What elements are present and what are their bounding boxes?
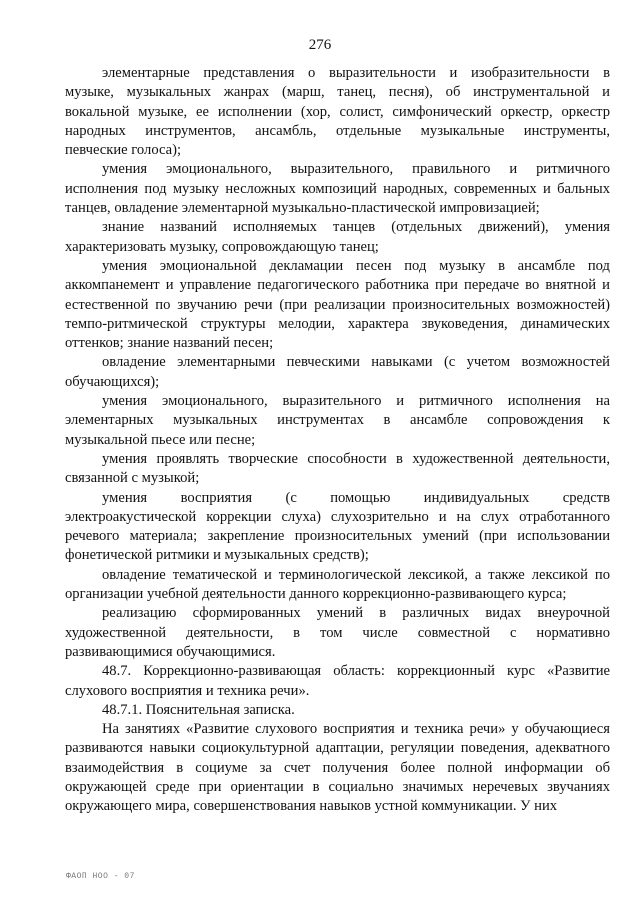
text-line: связанной с музыкой; [65,470,200,487]
text-line: взаимодействия в социуме за счет получения более полной информации об [65,759,610,776]
page-number: 276 [308,37,332,53]
text-line: развиваются навыки социокультурной адаптации, регуляции поведения, адекватного [65,740,610,757]
text-line: музыкальной пьесе или песне; [65,431,256,448]
text-line: знание названий исполняемых танцев (отдельных движений), умения [102,219,610,236]
text-line: фонетической ритмики и музыкальных средств); [65,547,369,564]
text-line: элементарных музыкальных инструментах в ансамбле сопровождения к [65,412,610,429]
text-line: речевого материала; закрепление произносительных умений (при использовании [65,528,610,545]
text-line: окружающего мира, совершенствования навыков устной коммуникации. У них [65,798,558,815]
text-line: естественной по звучанию речи (при реализации произносительных возможностей) [65,296,610,313]
text-line: умения эмоциональной декламации песен под музыку в ансамбле под [102,257,610,274]
text-line: народных инструментов, ансамбль, отдельные музыкальные инструменты, [65,122,610,139]
paragraph [65,353,610,392]
text-line: темпо-ритмической структуры мелодии, характера звуковедения, динамических [65,315,610,332]
footer-stamp: ФАОП НОО - 07 [66,872,135,881]
paragraph [65,604,610,662]
paragraph [65,392,610,450]
paragraph [65,662,610,701]
text-line: организации учебной деятельности данного коррекционно-развивающего курса; [65,586,567,603]
paragraph [65,257,610,353]
text-line: окружающей среде при ориентации в социально значимых неречевых звучаниях [65,778,610,795]
text-line: оттенков; знание названий песен; [65,335,274,352]
text-line: умения проявлять творческие способности в художественной деятельности, [102,450,610,467]
text-line: характеризовать музыку, сопровождающую танец; [65,238,379,255]
document-body [65,64,610,817]
paragraph [65,64,610,160]
text-line: художественной деятельности, в том числе совместной с нормативно [65,624,610,641]
text-line: умения эмоционального, выразительного и ритмичного исполнения на [102,393,610,410]
paragraph [65,566,610,605]
paragraph [65,489,610,566]
text-line: электроакустической коррекции слуха) слухозрительно и на слух отработанного [65,508,610,525]
paragraph [65,160,610,218]
text-line: слухового восприятия и техника речи». [65,682,310,699]
text-line: обучающихся); [65,373,160,390]
text-line: аккомпанемент и управление педагогического работника при передаче во внятной и [65,277,610,294]
paragraph [65,701,610,720]
paragraph [65,720,610,816]
paragraph [65,218,610,257]
text-line: овладение тематической и терминологической лексикой, а также лексикой по [102,566,610,583]
text-line: умения восприятия (с помощью индивидуальных средств [102,489,610,506]
text-line: вокальной музыке, ее исполнении (хор, солист, симфонический оркестр, оркестр [65,103,610,120]
text-line: На занятиях «Развитие слухового восприятия и техника речи» у обучающиеся [102,721,610,738]
text-line: певческие голоса); [65,142,182,159]
text-line: танцев, овладение элементарной музыкально-пластической импровизацией; [65,200,540,217]
text-line: овладение элементарными певческими навыками (с учетом возможностей [102,354,610,371]
text-line: элементарные представления о выразительности и изобразительности в [102,65,610,81]
paragraph [65,450,610,489]
text-line: исполнения под музыку несложных композиций народных, современных и бальных [65,180,610,197]
text-line: реализацию сформированных умений в различных видах внеурочной [102,605,610,622]
text-line: 48.7.1. Пояснительная записка. [102,701,295,718]
text-line: музыке, музыкальных жанрах (марш, танец, песня), об инструментальной и [65,84,610,101]
text-line: умения эмоционального, выразительного, правильного и ритмичного [102,161,610,178]
text-line: развивающимися обучающимися. [65,643,276,660]
text-line: 48.7. Коррекционно-развивающая область: коррекционный курс «Развитие [102,663,610,680]
